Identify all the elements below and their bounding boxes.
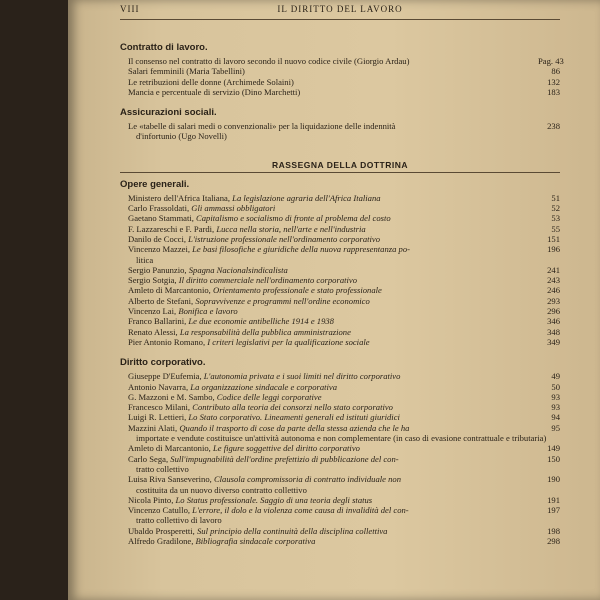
entry-page-number: 95 xyxy=(551,422,560,433)
entry-title: Capitalismo e socialismo di fronte al problema del costo xyxy=(196,213,391,224)
entry-author: Salari femminili (Maria Tabellini) xyxy=(128,66,245,77)
section-spacer xyxy=(120,546,560,550)
entry-page-number: 55 xyxy=(551,223,560,234)
toc-entry xyxy=(120,454,560,475)
entry-title: Quando il trasporto di cose da parte della stessa azienda che le ha xyxy=(179,422,410,433)
entry-page-number: 346 xyxy=(547,316,560,327)
entry-author: Luigi R. Lettieri, xyxy=(128,412,187,423)
entry-page-number: 197 xyxy=(547,505,560,516)
toc-entry xyxy=(120,443,560,453)
entry-title: L'autonomia privata e i suoi limiti nel diritto corporativo xyxy=(203,371,401,382)
entry-title: L'errore, il dolo e la violenza come causa di invalidità del con- xyxy=(192,505,409,516)
entry-page-number: 50 xyxy=(551,381,560,392)
entry-page-number: 241 xyxy=(547,264,560,275)
section-heading: Diritto corporativo. xyxy=(120,357,206,369)
entry-title: Bonifica e lavoro xyxy=(178,306,238,317)
toc-entry xyxy=(120,56,564,66)
entry-author: Gaetano Stammati, xyxy=(128,213,194,224)
entry-title: Le basi filosofiche e giuridiche della nuova rappresentanza po- xyxy=(192,244,410,255)
section-heading: Assicurazioni sociali. xyxy=(120,107,217,119)
table-of-contents xyxy=(120,36,564,550)
entry-author: Nicola Pinto, xyxy=(128,494,174,505)
toc-entry xyxy=(120,121,560,142)
entry-title: Orientamento professionale e stato professionale xyxy=(212,285,382,296)
entry-title: Sopravvivenze e programmi nell'ordine economico xyxy=(195,295,370,306)
entry-page-number: 191 xyxy=(547,494,560,505)
toc-entry xyxy=(120,296,560,306)
running-title: IL DIRITTO DEL LAVORO xyxy=(277,4,403,14)
toc-entry xyxy=(120,505,560,526)
entry-page-number: 86 xyxy=(551,66,560,77)
entry-page-number: 132 xyxy=(547,76,560,87)
entry-page-number: 349 xyxy=(547,336,560,347)
section-spacer xyxy=(120,97,560,101)
entry-page-number: 149 xyxy=(547,443,560,454)
entry-continuation: tratto collettivo di lavoro xyxy=(136,515,222,526)
entry-author: Le «tabelle di salari medi o convenzionali» per la liquidazione delle indennità xyxy=(128,121,396,132)
page-number: VIII xyxy=(120,4,140,14)
entry-author: Carlo Frassoldati, xyxy=(128,203,190,214)
toc-entry xyxy=(120,224,560,234)
entry-title: Sul principio della continuità della disciplina collettiva xyxy=(197,525,388,536)
toc-entry xyxy=(120,371,560,381)
entry-title: Gli ammassi obbligatori xyxy=(191,203,276,214)
toc-entry xyxy=(120,285,560,295)
articles-sections xyxy=(120,42,564,146)
entry-title: Clausola compromissoria di contratto individuale non xyxy=(213,474,402,485)
toc-entry xyxy=(120,526,560,536)
entry-author: F. Lazzareschi e F. Pardi, xyxy=(128,223,215,234)
header-rule xyxy=(120,19,560,20)
entry-title: Il diritto commerciale nell'ordinamento corporativo xyxy=(178,275,358,286)
entry-page-number: 93 xyxy=(551,391,560,402)
toc-entry xyxy=(120,495,560,505)
entry-author: Sergio Panunzio, xyxy=(128,264,187,275)
entry-page-number: 243 xyxy=(547,275,560,286)
entry-continuation: costituita da un nuovo diverso contratto collettivo xyxy=(136,484,307,495)
section-spacer xyxy=(120,142,560,146)
entry-author: G. Mazzoni e M. Sambo, xyxy=(128,391,215,402)
section-spacer xyxy=(120,347,560,351)
entry-page-number: 49 xyxy=(551,371,560,382)
entry-title: I criteri legislativi per la qualificazione sociale xyxy=(207,336,370,347)
review-sections xyxy=(120,179,560,551)
entry-author: Il consenso nel contratto di lavoro secondo il nuovo codice civile (Giorgio Ardau) xyxy=(128,56,410,66)
book-page xyxy=(68,0,600,600)
entry-page-number: 51 xyxy=(551,192,560,203)
entry-author: Alfredo Gradilone, xyxy=(128,535,194,546)
entry-title: La organizzazione sindacale e corporativa xyxy=(190,381,338,392)
entry-author: Danilo de Cocci, xyxy=(128,233,186,244)
entry-page-number: 238 xyxy=(547,121,560,132)
entry-author: Ministero dell'Africa Italiana, xyxy=(128,192,231,203)
section-heading: Opere generali. xyxy=(120,178,190,190)
entry-title: Le figure soggettive del diritto corporativo xyxy=(212,443,360,454)
entry-author: Amleto di Marcantonio, xyxy=(128,285,211,296)
toc-entry xyxy=(120,234,560,244)
toc-entry xyxy=(120,382,560,392)
toc-entry xyxy=(120,536,560,546)
toc-entry xyxy=(120,87,560,97)
entry-page-number: 151 xyxy=(547,233,560,244)
entry-continuation: importate e vendute costituisce un'attività autonoma e non complementare (in caso di evasione contrattuale e tributaria) xyxy=(136,433,547,444)
entry-author: Luisa Riva Sanseverino, xyxy=(128,474,212,485)
entry-page-number: 93 xyxy=(551,402,560,413)
entry-page-number: 94 xyxy=(551,412,560,423)
entry-author: Vincenzo Lai, xyxy=(128,306,177,317)
entry-page-number: 190 xyxy=(547,474,560,485)
toc-entry xyxy=(120,265,560,275)
entry-title: Le due economie antibelliche 1914 e 1938 xyxy=(188,316,334,327)
review-rule xyxy=(120,172,560,173)
running-header xyxy=(120,4,560,18)
entry-author: Alberto de Stefani, xyxy=(128,295,194,306)
entry-author: Le retribuzioni delle donne (Archimede Solaini) xyxy=(128,76,294,87)
toc-entry xyxy=(120,77,560,87)
entry-continuation: d'infortunio (Ugo Novelli) xyxy=(136,131,227,142)
entry-author: Vincenzo Mazzei, xyxy=(128,244,190,255)
entry-author: Pier Antonio Romano, xyxy=(128,336,206,347)
entry-author: Mazzini Alati, xyxy=(128,422,178,433)
toc-entry xyxy=(120,474,560,495)
toc-entry xyxy=(120,193,560,203)
toc-entry xyxy=(120,213,560,223)
entry-continuation: litica xyxy=(136,254,154,265)
entry-author: Sergio Sotgia, xyxy=(128,275,177,286)
entry-title: Lo Status professionale. Saggio di una teoria degli status xyxy=(175,494,373,505)
toc-entry xyxy=(120,423,560,444)
entry-title: Contributo alla teoria dei consorzi nello stato corporativo xyxy=(192,402,393,413)
entry-author: Ubaldo Prosperetti, xyxy=(128,525,195,536)
entry-continuation: tratto collettivo xyxy=(136,463,189,474)
review-heading: RASSEGNA DELLA DOTTRINA xyxy=(271,159,408,170)
entry-author: Antonio Navarra, xyxy=(128,381,189,392)
entry-title: La legislazione agraria dell'Africa Italiana xyxy=(232,192,381,203)
entry-page-number: 296 xyxy=(547,306,560,317)
entry-title: Sull'impugnabilità dell'ordine prefettizio di pubblicazione del con- xyxy=(170,453,399,464)
toc-entry xyxy=(120,306,560,316)
entry-title: Lo Stato corporativo. Lineamenti generali ed istituti giuridici xyxy=(188,412,400,423)
toc-entry xyxy=(120,327,560,337)
entry-title: Spagna Nacionalsindicalista xyxy=(188,264,288,275)
entry-page-number: 52 xyxy=(551,203,560,214)
entry-author: Carlo Sega, xyxy=(128,453,169,464)
entry-author: Francesco Milani, xyxy=(128,402,191,413)
entry-title: La responsabilità della pubblica amministrazione xyxy=(179,326,351,337)
entry-page-number: 348 xyxy=(547,326,560,337)
entry-title: Codice delle leggi corporative xyxy=(216,391,322,402)
entry-page-number: 246 xyxy=(547,285,560,296)
toc-entry xyxy=(120,402,560,412)
entry-author: Amleto di Marcantonio, xyxy=(128,443,211,454)
toc-entry xyxy=(120,66,560,76)
toc-entry xyxy=(120,337,560,347)
entry-author: Vincenzo Catullo, xyxy=(128,505,191,516)
entry-page-number: 150 xyxy=(547,453,560,464)
toc-entry xyxy=(120,392,560,402)
entry-title: L'istruzione professionale nell'ordinamento corporativo xyxy=(188,233,381,244)
toc-entry xyxy=(120,244,560,265)
entry-author: Renato Alessi, xyxy=(128,326,178,337)
entry-author: Franco Ballarini, xyxy=(128,316,187,327)
entry-page-number: 198 xyxy=(547,525,560,536)
entry-author: Mancia e percentuale di servizio (Dino Marchetti) xyxy=(128,86,301,97)
entry-page-number: 183 xyxy=(547,86,560,97)
entry-title: Bibliografia sindacale corporativa xyxy=(195,535,316,546)
toc-entry xyxy=(120,412,560,422)
entry-page-number: 196 xyxy=(547,244,560,255)
toc-entry xyxy=(120,316,560,326)
toc-entry xyxy=(120,275,560,285)
entry-page-number: 53 xyxy=(551,213,560,224)
toc-entry xyxy=(120,203,560,213)
entry-page-number: Pag. 43 xyxy=(538,56,564,66)
entry-page-number: 298 xyxy=(547,535,560,546)
entry-author: Giuseppe D'Eufemia, xyxy=(128,371,202,382)
entry-page-number: 293 xyxy=(547,295,560,306)
entry-title: Lucca nella storia, nell'arte e nell'industria xyxy=(216,223,366,234)
section-heading: Contratto di lavoro. xyxy=(120,42,208,53)
